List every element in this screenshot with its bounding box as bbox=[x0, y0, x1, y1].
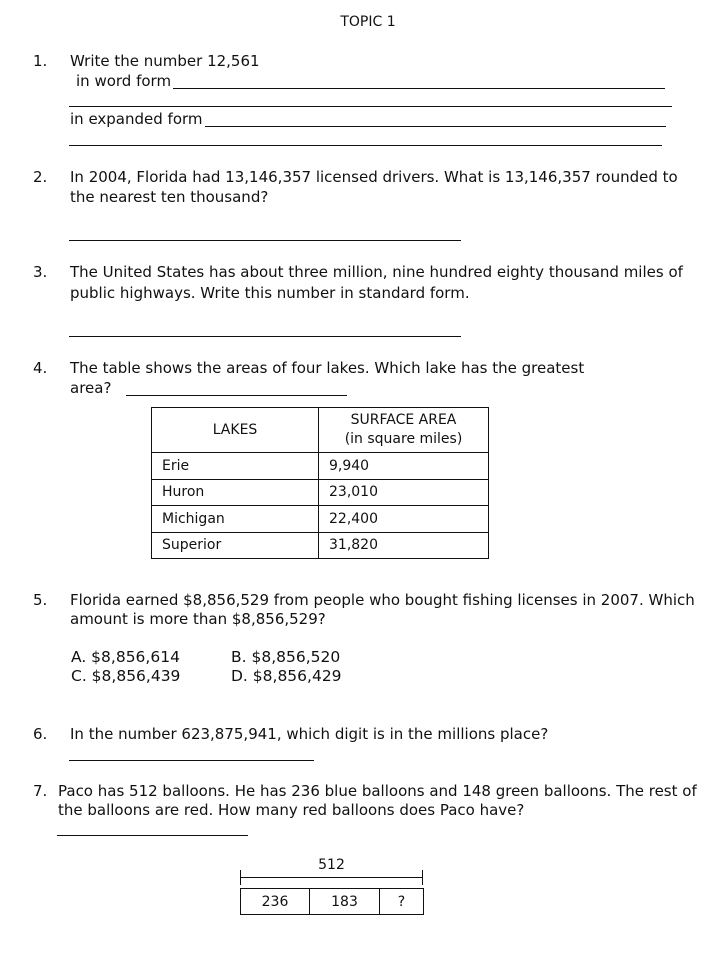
q6-answer-line[interactable] bbox=[69, 760, 314, 761]
q5-choice-c[interactable]: C. $8,856,439 bbox=[71, 667, 181, 685]
bar-model-segment-unknown: ? bbox=[379, 889, 423, 914]
q1-word-form-answer-line[interactable] bbox=[173, 88, 665, 89]
bar-model-segment-blue: 236 bbox=[261, 893, 289, 910]
lake-area-cell: 9,940 bbox=[319, 453, 489, 480]
q3-answer-line[interactable] bbox=[69, 336, 461, 337]
q1-word-form-answer-line-2[interactable] bbox=[69, 106, 672, 107]
q2-prompt-line-2: the nearest ten thousand? bbox=[70, 188, 269, 206]
table-row bbox=[152, 506, 489, 533]
lake-name-cell: Erie bbox=[152, 453, 319, 480]
lakes-area-table bbox=[151, 407, 489, 559]
q1-prompt: Write the number 12,561 bbox=[70, 52, 260, 70]
bar-model-total-label: 512 bbox=[318, 857, 345, 873]
q4-answer-line[interactable] bbox=[126, 395, 347, 396]
q7-answer-line[interactable] bbox=[57, 835, 248, 836]
lake-area-cell: 23,010 bbox=[319, 479, 489, 506]
lake-area-cell: 22,400 bbox=[319, 506, 489, 533]
q2-number: 2. bbox=[33, 168, 48, 186]
q2-prompt-line-1: In 2004, Florida had 13,146,357 licensed drivers. What is 13,146,357 rounded to bbox=[70, 168, 678, 186]
lake-name-cell: Superior bbox=[152, 532, 319, 559]
q5-prompt-line-2: amount is more than $8,856,529? bbox=[70, 610, 326, 628]
lake-area-cell: 31,820 bbox=[319, 532, 489, 559]
q4-prompt-line-2: area? bbox=[70, 379, 112, 397]
table-header-row bbox=[152, 408, 489, 453]
q5-choice-d[interactable]: D. $8,856,429 bbox=[231, 667, 342, 685]
table-row bbox=[152, 453, 489, 480]
q5-choice-a[interactable]: A. $8,856,614 bbox=[71, 648, 180, 666]
surface-area-header-text: SURFACE AREA bbox=[350, 412, 457, 428]
q1-expanded-form-answer-line-2[interactable] bbox=[69, 145, 662, 146]
surface-area-column-header bbox=[319, 408, 489, 453]
q1-number: 1. bbox=[33, 52, 48, 70]
table-row bbox=[152, 532, 489, 559]
q1-expanded-form-answer-line[interactable] bbox=[205, 126, 666, 127]
lake-name-cell: Huron bbox=[152, 479, 319, 506]
table-row bbox=[152, 479, 489, 506]
q2-answer-line[interactable] bbox=[69, 240, 461, 241]
q6-number: 6. bbox=[33, 725, 48, 743]
q7-prompt-line-1: Paco has 512 balloons. He has 236 blue balloons and 148 green balloons. The rest of bbox=[58, 782, 697, 800]
bar-model-total-bracket bbox=[240, 877, 423, 878]
q4-number: 4. bbox=[33, 359, 48, 377]
q5-number: 5. bbox=[33, 591, 48, 609]
bar-model-diagram bbox=[238, 855, 425, 917]
surface-area-unit-text: (in square miles) bbox=[344, 431, 463, 447]
q1-expanded-form-label: in expanded form bbox=[70, 110, 203, 128]
q3-number: 3. bbox=[33, 263, 48, 281]
lakes-column-header: LAKES bbox=[152, 408, 319, 453]
q3-prompt-line-2: public highways. Write this number in standard form. bbox=[70, 284, 470, 302]
lake-name-cell: Michigan bbox=[152, 506, 319, 533]
q1-word-form-label: in word form bbox=[76, 72, 172, 90]
q5-choice-b[interactable]: B. $8,856,520 bbox=[231, 648, 341, 666]
q7-prompt-line-2: the balloons are red. How many red balloons does Paco have? bbox=[58, 801, 525, 819]
q3-prompt-line-1: The United States has about three million, nine hundred eighty thousand miles of bbox=[70, 263, 683, 281]
q7-number: 7. bbox=[33, 782, 48, 800]
bar-model-boxes bbox=[240, 888, 424, 915]
page-title: TOPIC 1 bbox=[340, 14, 396, 30]
bar-model-segment-green: 183 bbox=[309, 889, 379, 914]
q6-prompt: In the number 623,875,941, which digit is in the millions place? bbox=[70, 725, 549, 743]
q4-prompt-line-1: The table shows the areas of four lakes. Which lake has the greatest bbox=[70, 359, 585, 377]
q5-prompt-line-1: Florida earned $8,856,529 from people who bought fishing licenses in 2007. Which bbox=[70, 591, 695, 609]
